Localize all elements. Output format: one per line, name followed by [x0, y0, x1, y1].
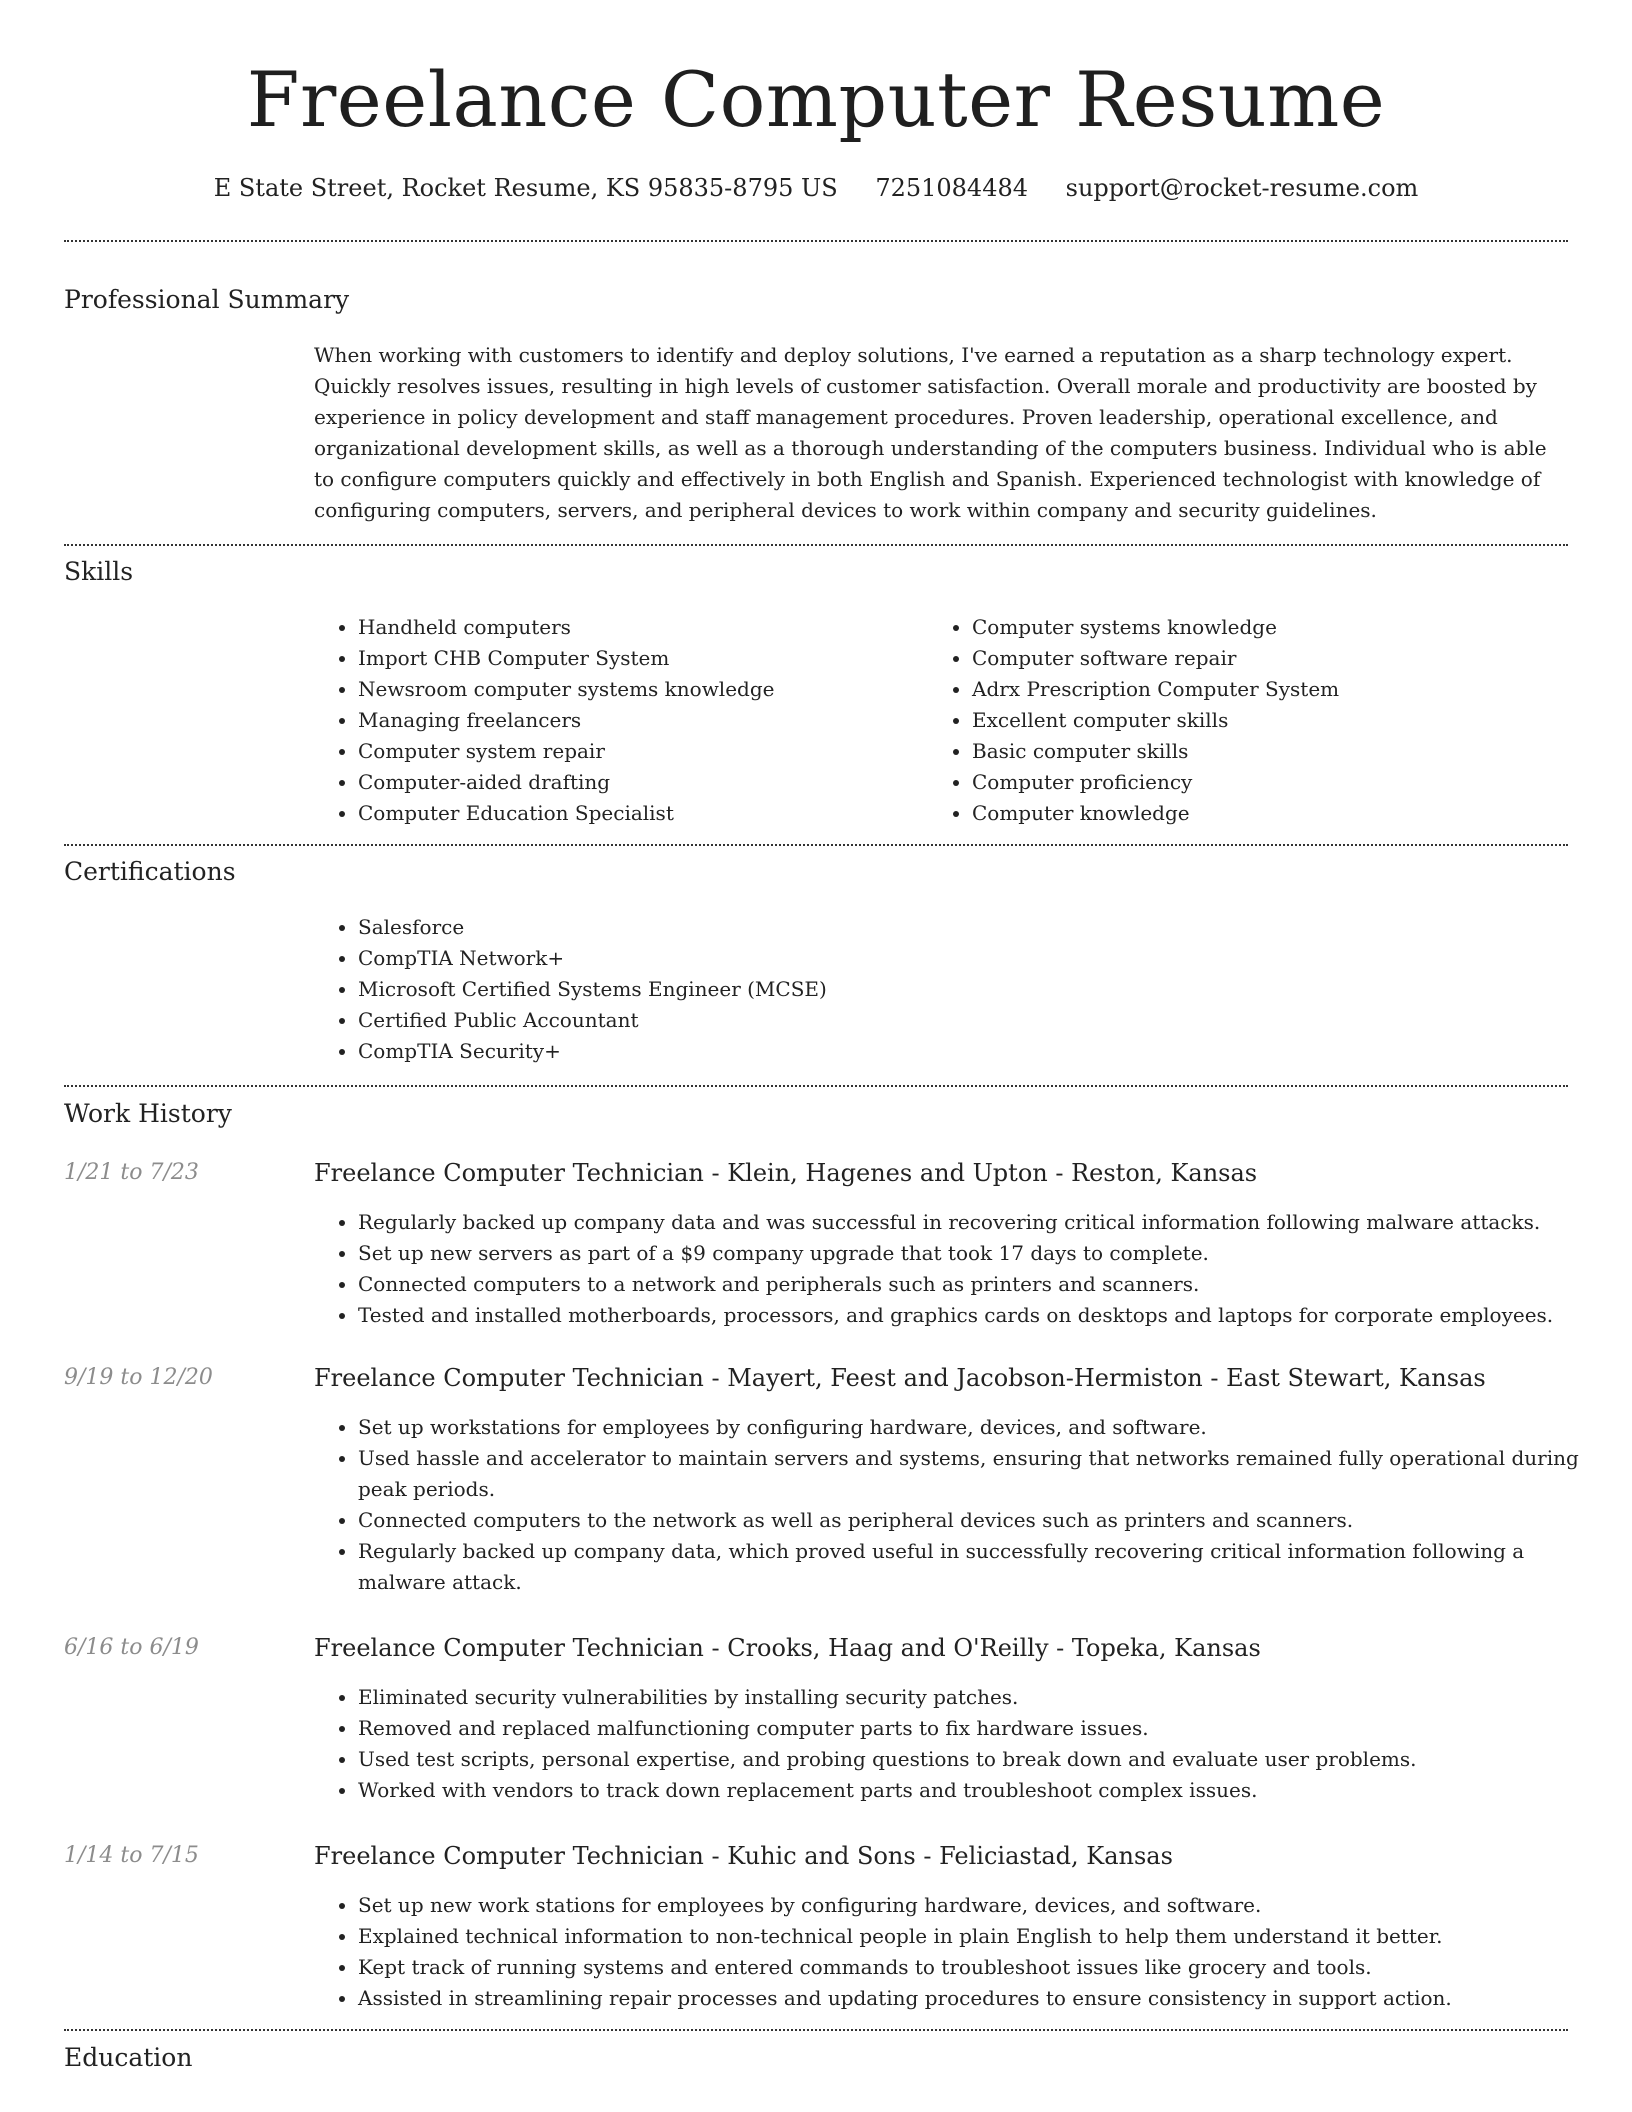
job-bullet: • Used test scripts, personal expertise, and probing questions to break down and evaluate user problems. — [358, 1744, 1608, 1775]
job-title: Freelance Computer Technician - Crooks, Haag and O'Reilly - Topeka, Kansas — [314, 1634, 1261, 1662]
job-bullet: • Set up workstations for employees by configuring hardware, devices, and software. — [358, 1412, 1608, 1443]
job-bullet: • Connected computers to the network as well as peripheral devices such as printers and scanners. — [358, 1505, 1608, 1536]
work-history-heading: Work History — [64, 1099, 232, 1128]
job-bullets — [314, 1682, 1608, 1806]
certification-item: • Salesforce — [358, 912, 1258, 943]
job-bullet: • Regularly backed up company data, which proved useful in successfully recovering critical information following a malware attack. — [358, 1536, 1608, 1598]
job-date: 1/14 to 7/15 — [64, 1843, 199, 1868]
skill-item: • Handheld computers — [358, 612, 918, 643]
skill-item: • Computer-aided drafting — [358, 767, 918, 798]
skill-item: • Computer systems knowledge — [972, 612, 1572, 643]
job-date: 1/21 to 7/23 — [64, 1160, 199, 1185]
skills-list-left — [314, 612, 918, 829]
summary-text — [314, 340, 1554, 526]
certification-item: • Certified Public Accountant — [358, 1005, 1258, 1036]
job-bullet: • Eliminated security vulnerabilities by installing security patches. — [358, 1682, 1608, 1713]
job-date: 9/19 to 12/20 — [64, 1365, 213, 1390]
skill-item: • Newsroom computer systems knowledge — [358, 674, 918, 705]
summary-paragraph: When working with customers to identify and deploy solutions, I've earned a reputation as a sharp technology expert. Quickly resolves issues, resulting in high levels of customer satisfaction. Overall morale and productivity are boosted by experience in policy development and staff management procedures. Proven leadership, operational excellence, and organizational development skills, as well as a thorough understanding of the computers business. Individual who is able to configure computers quickly and effectively in both English and Spanish. Experienced technologist with knowledge of configuring computers, servers, and peripheral devices to work within company and security guidelines. — [314, 343, 1547, 522]
skill-item: • Adrx Prescription Computer System — [972, 674, 1572, 705]
job-bullet: • Used hassle and accelerator to maintain servers and systems, ensuring that networks remained fully operational during peak periods. — [358, 1443, 1608, 1505]
job-bullet: • Connected computers to a network and peripherals such as printers and scanners. — [358, 1269, 1608, 1300]
certifications-heading: Certifications — [64, 857, 236, 886]
education-heading: Education — [64, 2043, 193, 2072]
resume-name: Freelance Computer Resume — [246, 55, 1386, 144]
skill-item: • Computer system repair — [358, 736, 918, 767]
job-title: Freelance Computer Technician - Klein, Hagenes and Upton - Reston, Kansas — [314, 1159, 1258, 1187]
job-bullet: • Removed and replaced malfunctioning computer parts to fix hardware issues. — [358, 1713, 1608, 1744]
certification-item: • Microsoft Certified Systems Engineer (MCSE) — [358, 974, 1258, 1005]
job-bullet: • Set up new servers as part of a $9 company upgrade that took 17 days to complete. — [358, 1238, 1608, 1269]
skill-item: • Basic computer skills — [972, 736, 1572, 767]
job-bullet: • Regularly backed up company data and was successful in recovering critical information following malware attacks. — [358, 1207, 1608, 1238]
skill-item: • Computer knowledge — [972, 798, 1572, 829]
job-bullet: • Worked with vendors to track down replacement parts and troubleshoot complex issues. — [358, 1775, 1608, 1806]
section-divider — [64, 2029, 1568, 2031]
job-bullet: • Set up new work stations for employees by configuring hardware, devices, and software. — [358, 1890, 1608, 1921]
job-bullet: • Assisted in streamlining repair processes and updating procedures to ensure consistency in support action. — [358, 1983, 1608, 2014]
job-bullets — [314, 1207, 1608, 1331]
job-bullet: • Tested and installed motherboards, processors, and graphics cards on desktops and laptops for corporate employees. — [358, 1300, 1608, 1331]
skill-item: • Import CHB Computer System — [358, 643, 918, 674]
job-bullet: • Kept track of running systems and entered commands to troubleshoot issues like grocery and tools. — [358, 1952, 1608, 1983]
skill-item: • Computer Education Specialist — [358, 798, 918, 829]
skills-list-right — [928, 612, 1572, 829]
skill-item: • Managing freelancers — [358, 705, 918, 736]
job-title: Freelance Computer Technician - Mayert, Feest and Jacobson-Hermiston - East Stewart, Kansas — [314, 1364, 1486, 1392]
contact-address: E State Street, Rocket Resume, KS 95835-8795 US — [213, 174, 838, 202]
section-divider — [64, 844, 1568, 846]
job-bullets — [314, 1412, 1608, 1598]
summary-heading: Professional Summary — [64, 285, 350, 314]
skill-item: • Computer software repair — [972, 643, 1572, 674]
skill-item: • Computer proficiency — [972, 767, 1572, 798]
contact-phone: 7251084484 — [875, 174, 1029, 202]
section-divider — [64, 1085, 1568, 1087]
section-divider — [64, 544, 1568, 546]
job-bullets — [314, 1890, 1608, 2014]
contact-line — [0, 170, 1632, 206]
contact-email[interactable]: support@rocket-resume.com — [1065, 174, 1419, 202]
certification-item: • CompTIA Security+ — [358, 1036, 1258, 1067]
skills-heading: Skills — [64, 557, 134, 586]
section-divider — [64, 240, 1568, 242]
certification-item: • CompTIA Network+ — [358, 943, 1258, 974]
certifications-list — [314, 912, 1258, 1067]
job-bullet: • Explained technical information to non-technical people in plain English to help them understand it better. — [358, 1921, 1608, 1952]
skill-item: • Excellent computer skills — [972, 705, 1572, 736]
job-date: 6/16 to 6/19 — [64, 1635, 199, 1660]
job-title: Freelance Computer Technician - Kuhic and Sons - Feliciastad, Kansas — [314, 1842, 1173, 1870]
